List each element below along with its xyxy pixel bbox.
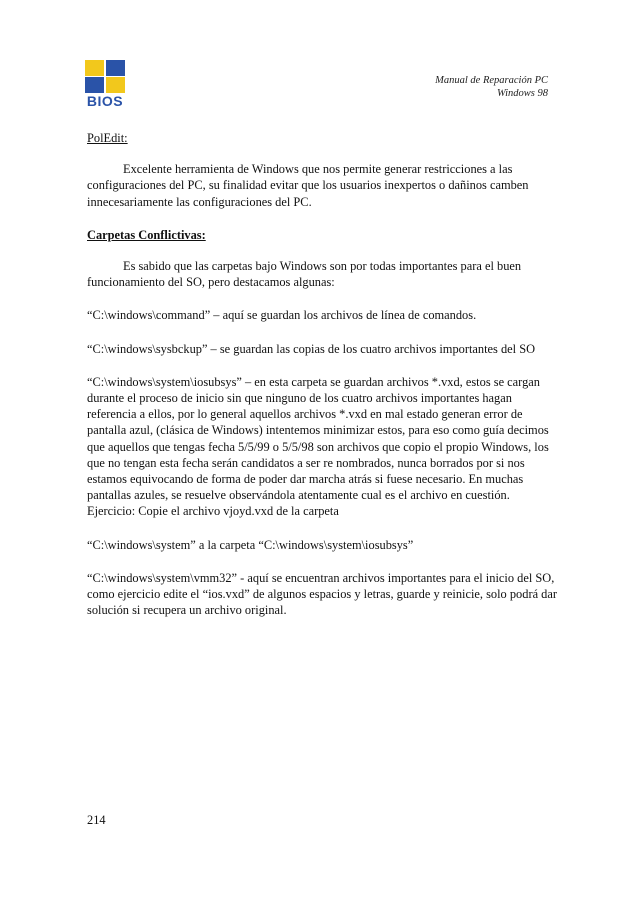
header-os-title: Windows 98 (496, 88, 548, 99)
poledit-heading: PolEdit: (87, 131, 128, 145)
document-body (87, 130, 557, 618)
bios-logo (82, 60, 128, 110)
header-manual-title: Manual de Reparación PC (435, 75, 548, 86)
poledit-paragraph: Excelente herramienta de Windows que nos permite generar restricciones a las configuraciones del PC, su finalidad evitar que los usuarios inexpertos o dañinos camben innecesariamente las configuraciones del PC. (87, 162, 529, 209)
page-header (435, 74, 548, 100)
carpetas-intro-paragraph: Es sabido que las carpetas bajo Windows son por todas importantes para el buen funcionamiento del SO, pero destacamos algunas: (87, 259, 522, 290)
iosubsys-folder-paragraph: “C:\windows\system\iosubsys” – en esta carpeta se guardan archivos *.vxd, estos se cargan durante el proceso de inicio sin que ninguno de los cuatro archivos importantes hagan referencia a ellos, por lo general aquellos archivos *.vxd en mal estado generan error de pantalla azul, (clásica de Windows) intentemos minimizar estos, para eso como guía decimos que aquellos que tengas fecha 5/5/99 o 5/5/98 son archivos que copio el propio Windows, los que no tengan esta fecha serán candidatos a ser re nombrados, nunca borrados por si nos estamos equivocando de forma de poder dar marcha atrás si fuese necesario. En muchas pantallas azules, se resuelve observándola atentamente cual es el archivo en cuestión. Ejercicio: Copie el archivo vjoyd.vxd de la carpeta (87, 374, 549, 519)
bios-logo-text: BIOS (86, 93, 124, 109)
vmm32-folder-paragraph: “C:\windows\system\vmm32” - aquí se encuentran archivos importantes para el inicio del SO, como ejercicio edite el “ios.vxd” de algunos espacios y letras, guarde y reinicie, solo podrá dar solución si recupera un archivo original. (87, 570, 557, 618)
command-folder-paragraph: “C:\windows\command” – aquí se guardan los archivos de línea de comandos. (87, 308, 477, 323)
system-folder-paragraph: “C:\windows\system” a la carpeta “C:\windows\system\iosubsys” (87, 537, 414, 552)
page-number: 214 (87, 813, 106, 827)
carpetas-heading: Carpetas Conflictivas: (87, 227, 206, 242)
sysbckup-folder-paragraph: “C:\windows\sysbckup” – se guardan las copias de los cuatro archivos importantes del SO (87, 341, 536, 356)
bios-logo-grid-icon (85, 60, 125, 93)
